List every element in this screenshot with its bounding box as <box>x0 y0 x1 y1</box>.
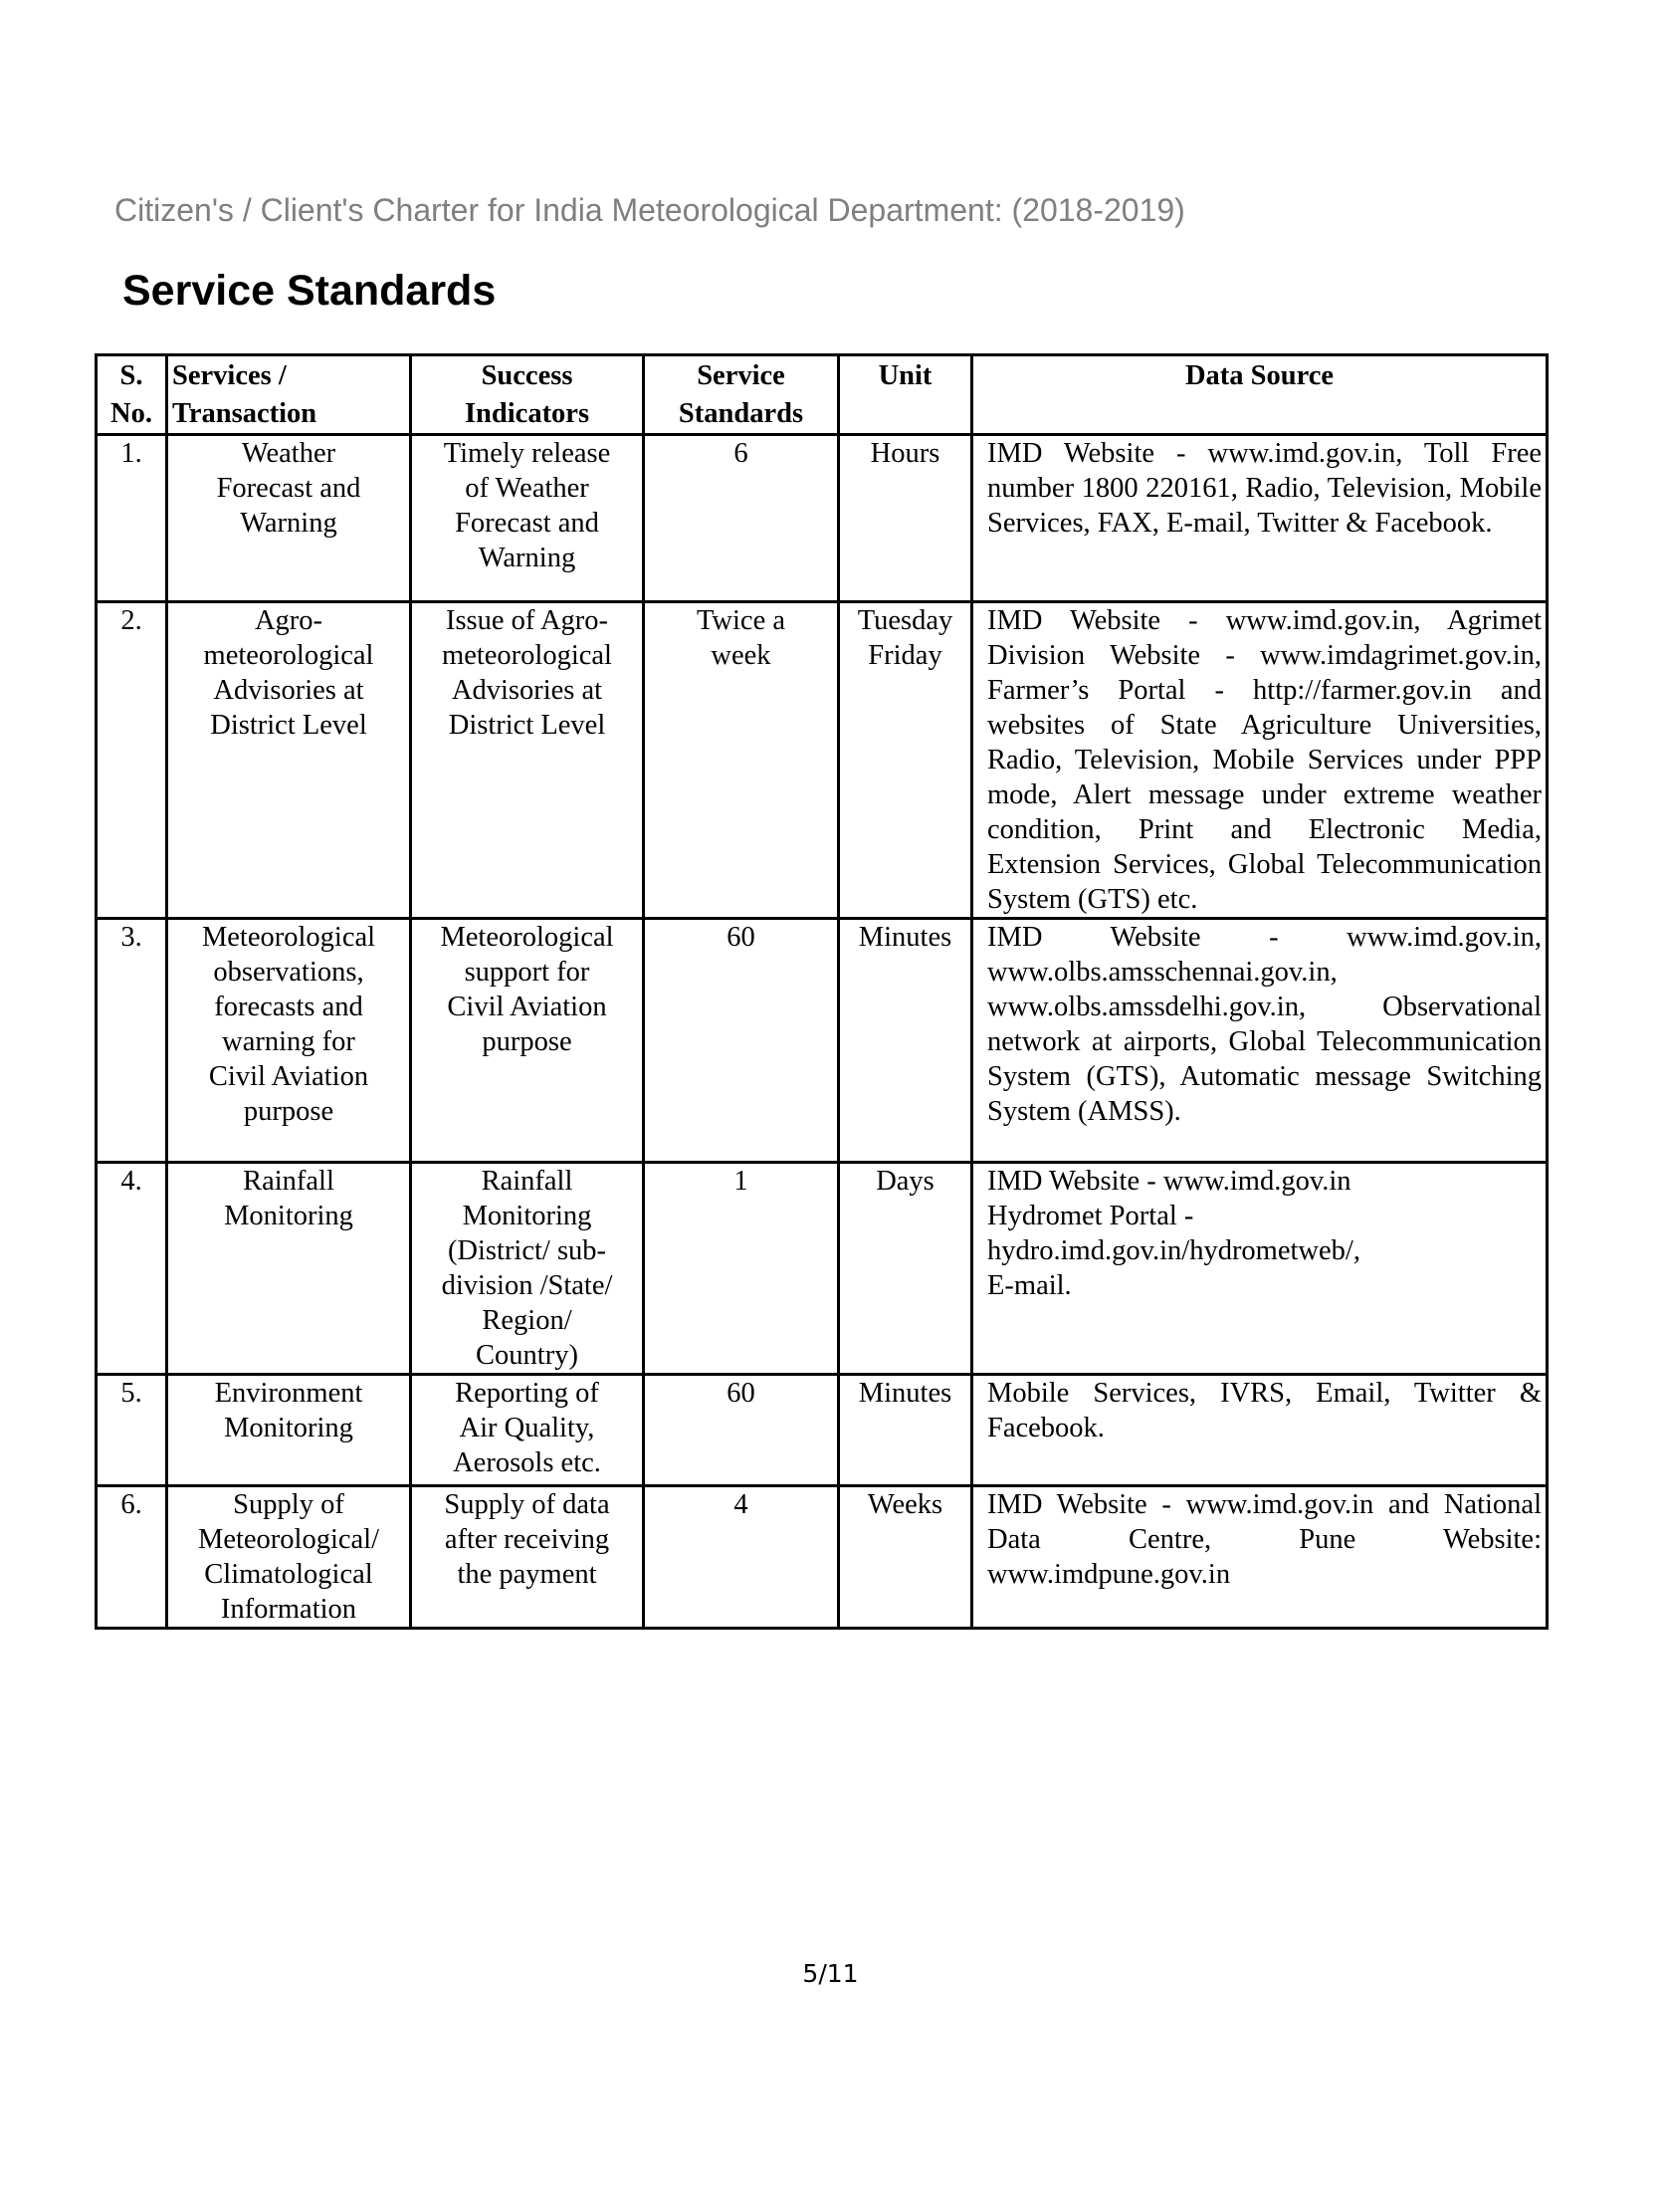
header-success: Success Indicators <box>411 355 644 435</box>
charter-title: Citizen's / Client's Charter for India Meteorological Department: (2018-2019) <box>114 192 1185 228</box>
table-header-row <box>97 355 1548 435</box>
row-standard: 4 <box>644 1486 839 1629</box>
row-service: Rainfall Monitoring <box>167 1163 411 1375</box>
header-service: Services / Transaction <box>167 355 411 435</box>
row-success-indicator: Meteorological support for Civil Aviation purpose <box>411 919 644 1163</box>
row-success-indicator: Timely release of Weather Forecast and Warning <box>411 435 644 602</box>
row-standard: 6 <box>644 435 839 602</box>
row-standard: Twice a week <box>644 602 839 919</box>
row-service: Weather Forecast and Warning <box>167 435 411 602</box>
table-row <box>97 602 1548 919</box>
table-row <box>97 435 1548 602</box>
row-service: Supply of Meteorological/ Climatological Information <box>167 1486 411 1629</box>
row-standard: 60 <box>644 1375 839 1486</box>
row-unit: Weeks <box>839 1486 972 1629</box>
row-standard: 1 <box>644 1163 839 1375</box>
table-row <box>97 1375 1548 1486</box>
table-row <box>97 919 1548 1163</box>
header-source: Data Source <box>972 355 1548 435</box>
row-data-source: Mobile Services, IVRS, Email, Twitter & Facebook. <box>972 1375 1548 1486</box>
row-unit: Minutes <box>839 1375 972 1486</box>
row-service: Agro- meteorological Advisories at District Level <box>167 602 411 919</box>
table-row <box>97 1163 1548 1375</box>
row-sno: 6. <box>97 1486 167 1629</box>
row-success-indicator: Issue of Agro- meteorological Advisories at District Level <box>411 602 644 919</box>
row-sno: 5. <box>97 1375 167 1486</box>
row-unit: Minutes <box>839 919 972 1163</box>
row-success-indicator: Reporting of Air Quality, Aerosols etc. <box>411 1375 644 1486</box>
service-standards-table <box>95 353 1549 1630</box>
row-sno: 2. <box>97 602 167 919</box>
row-data-source: IMD Website - www.imd.gov.in, Agrimet Division Website - www.imdagrimet.gov.in, Farmer’s Portal - http://farmer.gov.in and websites of State Agriculture Universities, Radio, Television, Mobile Services under PPP mode, Alert message under extreme weather condition, Print and Electronic Media, Extension Services, Global Telecommunication System (GTS) etc. <box>972 602 1548 919</box>
header-unit: Unit <box>839 355 972 435</box>
row-unit: Tuesday Friday <box>839 602 972 919</box>
row-data-source: IMD Website - www.imd.gov.in and National Data Centre, Pune Website: www.imdpune.gov.in <box>972 1486 1548 1629</box>
row-sno: 3. <box>97 919 167 1163</box>
row-data-source: IMD Website - www.imd.gov.in Hydromet Portal - hydro.imd.gov.in/hydrometweb/, E-mail. <box>972 1163 1548 1375</box>
header-sno: S. No. <box>97 355 167 435</box>
row-sno: 1. <box>97 435 167 602</box>
table-row <box>97 1486 1548 1629</box>
row-service: Environment Monitoring <box>167 1375 411 1486</box>
row-unit: Days <box>839 1163 972 1375</box>
row-data-source: IMD Website - www.imd.gov.in, Toll Free number 1800 220161, Radio, Television, Mobile Services, FAX, E-mail, Twitter & Facebook. <box>972 435 1548 602</box>
row-data-source: IMD Website - www.imd.gov.in, www.olbs.amsschennai.gov.in, www.olbs.amssdelhi.gov.in, Observational network at airports, Global Telecommunication System (GTS), Automatic message Switching System (AMSS). <box>972 919 1548 1163</box>
page-number: 5/11 <box>802 1959 859 1988</box>
row-success-indicator: Supply of data after receiving the payment <box>411 1486 644 1629</box>
row-service: Meteorological observations, forecasts and warning for Civil Aviation purpose <box>167 919 411 1163</box>
row-standard: 60 <box>644 919 839 1163</box>
row-unit: Hours <box>839 435 972 602</box>
section-heading: Service Standards <box>122 267 497 315</box>
header-standard: Service Standards <box>644 355 839 435</box>
row-success-indicator: Rainfall Monitoring (District/ sub- division /State/ Region/ Country) <box>411 1163 644 1375</box>
row-sno: 4. <box>97 1163 167 1375</box>
